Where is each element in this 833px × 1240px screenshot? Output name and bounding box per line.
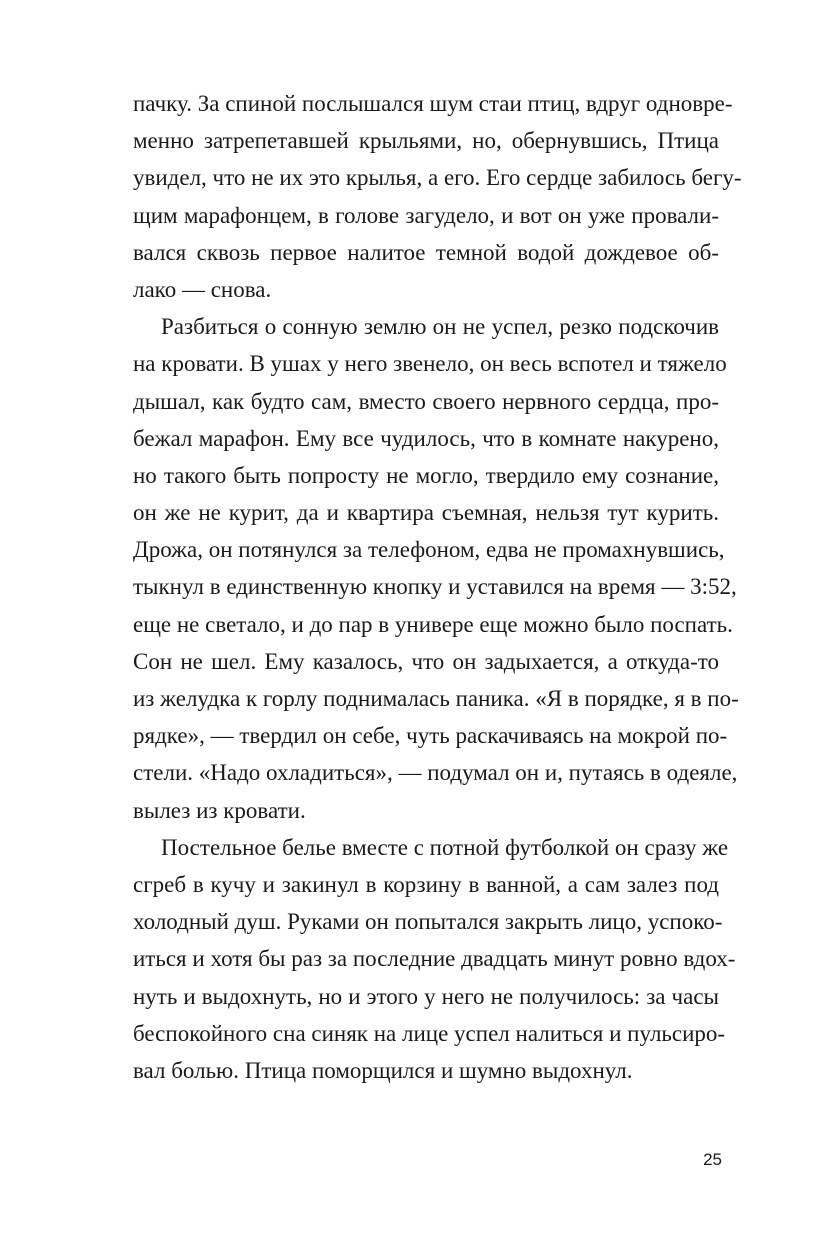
text-line: нуть и выдохнуть, но и этого у него не получилось: за часы — [133, 983, 719, 1009]
text-line: он же не курит, да и квартира съемная, нельзя тут курить. — [133, 500, 719, 526]
text-line: на кровати. В ушах у него звенело, он весь вспотел и тяжело — [133, 351, 727, 377]
text-line: холодный душ. Руками он попытался закрыть лицо, успоко- — [133, 909, 723, 935]
text-line: вал болью. Птица поморщился и шумно выдохнул. — [133, 1057, 633, 1083]
text-line: дышал, как будто сам, вместо своего нервного сердца, про- — [133, 388, 719, 414]
text-line: стели. «Надо охладиться», — подумал он и, путаясь в одеяле, — [133, 760, 738, 786]
text-line: лако — снова. — [133, 276, 272, 302]
text-line: менно затрепетавшей крыльями, но, обернувшись, Птица — [133, 128, 719, 154]
text-line: беспокойного сна синяк на лице успел налиться и пульсиро- — [133, 1020, 726, 1046]
text-line: Сон не шел. Ему казалось, что он задыхается, а откуда-то — [133, 648, 719, 674]
text-line: бежал марафон. Ему все чудилось, что в комнате накурено, — [133, 425, 719, 451]
text-line: вылез из кровати. — [133, 797, 306, 823]
text-line: но такого быть попросту не могло, твердило ему сознание, — [133, 462, 719, 488]
text-line: пачку. За спиной послышался шум стаи птиц, вдруг одновре- — [133, 91, 733, 116]
text-line: Разбиться о сонную землю он не успел, резко подскочив — [161, 314, 719, 340]
text-line: рядке», — твердил он себе, чуть раскачиваясь на мокрой по- — [133, 723, 728, 749]
text-line: сгреб в кучу и закинул в корзину в ванной, а сам залез под — [133, 871, 719, 897]
text-line: Постельное белье вместе с потной футболкой он сразу же — [161, 834, 729, 860]
text-line: щим марафонцем, в голове загудело, и вот он уже провали- — [133, 202, 719, 228]
text-line: вался сквозь первое налитое темной водой дождевое об- — [133, 239, 719, 265]
text-line: иться и хотя бы раз за последние двадцать минут ровно вдох- — [133, 946, 736, 972]
text-line: из желудка к горлу поднималась паника. «Я в порядке, я в по- — [133, 686, 739, 711]
text-line: увидел, что не их это крылья, а его. Его сердце забилось бегу- — [133, 165, 742, 191]
text-line: Дрожа, он потянулся за телефоном, едва не промахнувшись, — [133, 537, 725, 563]
text-line: еще не светало, и до пар в универе еще можно было поспать. — [133, 611, 733, 637]
body-text — [133, 85, 742, 1089]
page-number: 25 — [703, 1150, 722, 1169]
text-line: тыкнул в единственную кнопку и уставился на время — 3:52, — [133, 574, 737, 600]
